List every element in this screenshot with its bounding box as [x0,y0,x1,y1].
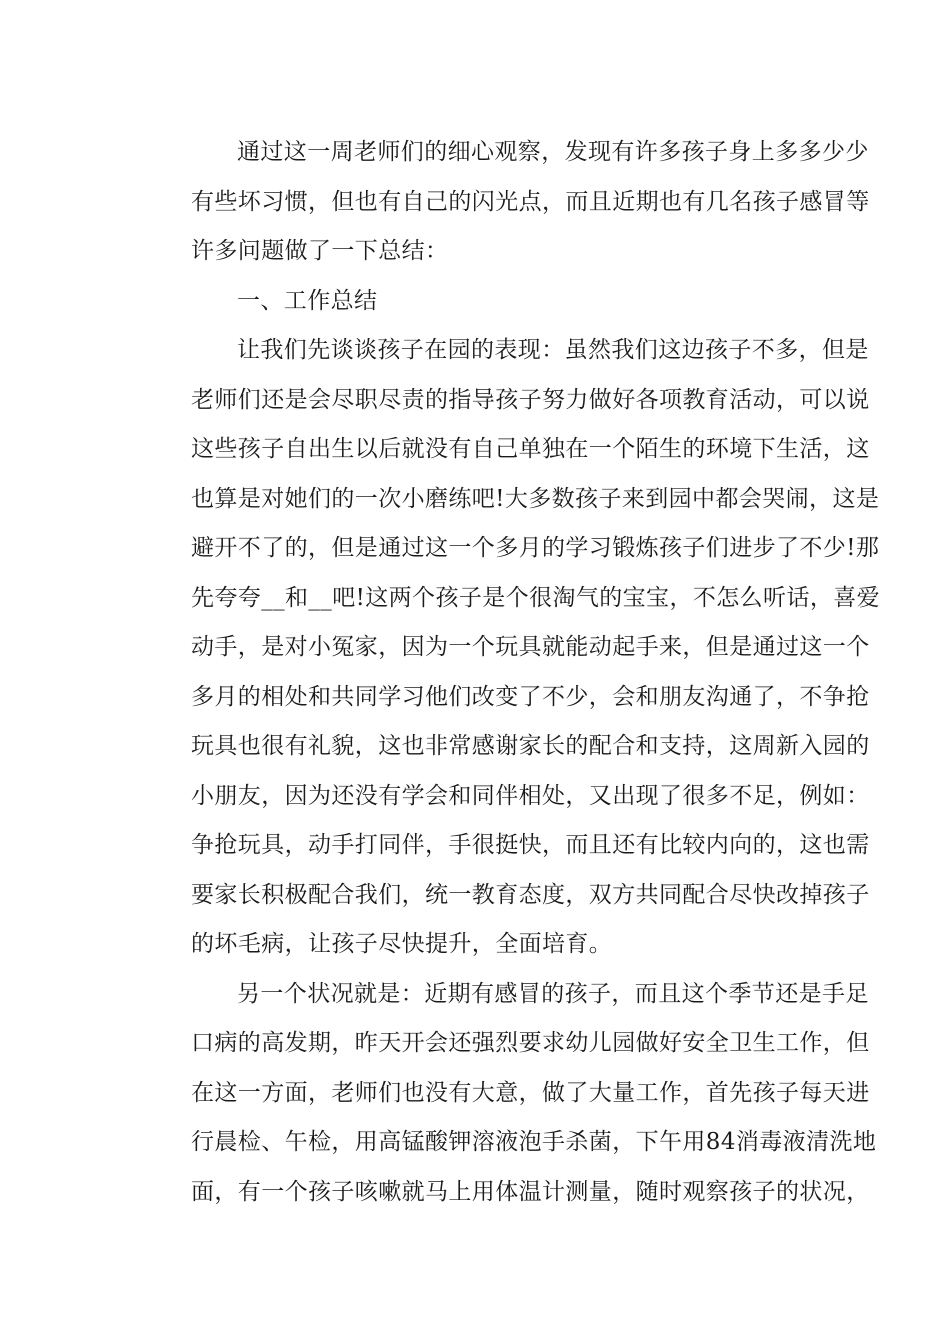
text-line: 让我们先谈谈孩子在园的表现：虽然我们这边孩子不多，但是 [237,337,869,363]
text-line: 先夸夸__和__吧!这两个孩子是个很淘气的宝宝，不怎么听话，喜爱 [191,584,881,611]
text-line: 也算是对她们的一次小磨练吧!大多数孩子来到园中都会哭闹，这是 [191,485,880,512]
text-line: 许多问题做了一下总结： [191,238,449,264]
text-line: 多月的相处和共同学习他们改变了不少，会和朋友沟通了，不争抢 [191,683,870,710]
text-line: 行晨检、午检，用高锰酸钾溶液泡手杀菌，下午用84消毒液清洗地 [191,1129,877,1155]
text-line: 的坏毛病，让孩子尽快提升，全面培育。 [191,931,613,957]
document-body [145,128,881,1217]
section-heading [145,277,805,327]
text-line: 老师们还是会尽职尽责的指导孩子努力做好各项教育活动，可以说 [191,386,870,413]
text-line: 争抢玩具，动手打同伴，手很挺快，而且还有比较内向的，这也需 [191,832,870,858]
text-line: 口病的高发期，昨天开会还强烈要求幼儿园做好安全卫生工作，但 [191,1030,870,1056]
text-line: 动手，是对小冤家，因为一个玩具就能动起手来，但是通过这一个 [191,634,870,660]
text-line: 避开不了的，但是通过这一个多月的学习锻炼孩子们进步了不少!那 [191,535,880,561]
text-line: 要家长积极配合我们，统一教育态度，双方共同配合尽快改掉孩子 [191,881,870,908]
text-line: 这些孩子自出生以后就没有自己单独在一个陌生的环境下生活，这 [191,436,870,462]
paragraph-performance [145,326,881,970]
text-line: 在这一方面，老师们也没有大意，做了大量工作，首先孩子每天进 [191,1079,870,1106]
heading-line: 一、工作总结 [237,287,378,314]
paragraph-health [145,970,877,1218]
text-line: 玩具也很有礼貌，这也非常感谢家长的配合和支持，这周新入园的 [191,733,870,759]
paragraph-intro [145,128,870,277]
text-line: 通过这一周老师们的细心观察，发现有许多孩子身上多多少少 [237,139,869,165]
text-line: 面，有一个孩子咳嗽就马上用体温计测量，随时观察孩子的状况， [191,1178,870,1205]
text-line: 有些坏习惯，但也有自己的闪光点，而且近期也有几名孩子感冒等 [191,188,870,215]
text-line: 小朋友，因为还没有学会和同伴相处，又出现了很多不足，例如： [191,782,870,809]
text-line: 另一个状况就是：近期有感冒的孩子，而且这个季节还是手足 [237,980,869,1007]
